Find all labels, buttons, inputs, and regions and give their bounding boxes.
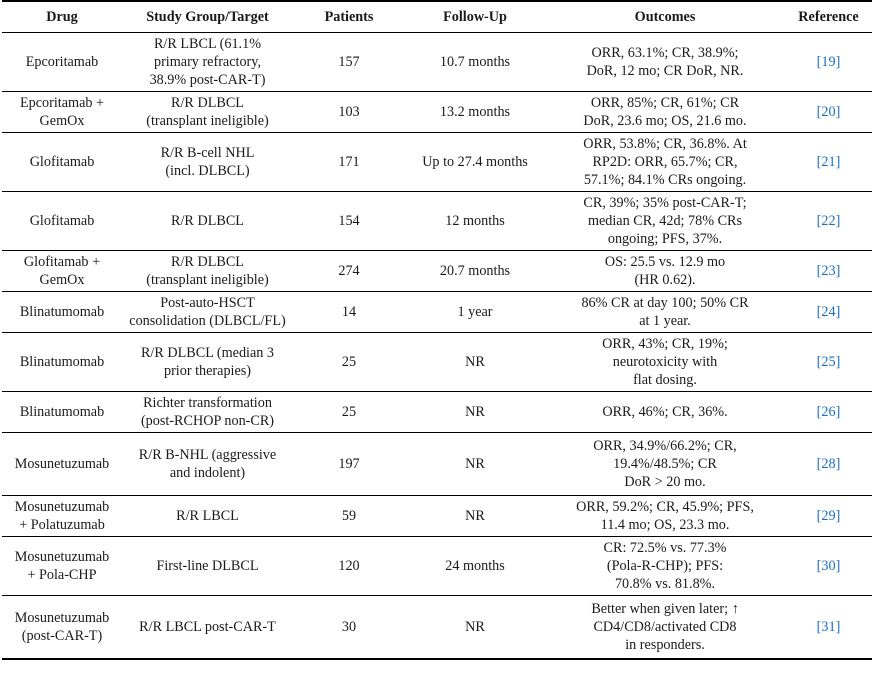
header-outcomes: Outcomes (545, 1, 785, 33)
outcomes-cell-line: ORR, 43%; CR, 19%; (602, 336, 728, 352)
reference-link[interactable]: [24] (816, 304, 841, 320)
header-drug: Drug (2, 1, 122, 33)
reference-cell (785, 496, 872, 537)
outcomes-cell-line: OS: 25.5 vs. 12.9 mo (604, 254, 726, 270)
study-group-cell-line: R/R LBCL (61.1% (153, 36, 262, 52)
drug-cell (2, 433, 122, 496)
drug-cell (2, 596, 122, 660)
study-group-cell-line: Post-auto-HSCT (160, 295, 255, 311)
drug-cell-line: Glofitamab (29, 154, 95, 170)
reference-link[interactable]: [19] (816, 54, 841, 70)
study-group-cell-line: R/R DLBCL (median 3 (140, 345, 275, 361)
study-group-cell-line: (post-RCHOP non-CR) (140, 413, 275, 429)
drug-cell-line: Blinatumomab (19, 304, 105, 320)
study-group-cell-line: R/R DLBCL (171, 95, 244, 111)
drug-cell-line: Glofitamab (29, 213, 95, 229)
study-group-cell-line: First-line DLBCL (156, 558, 259, 574)
outcomes-cell-line: DoR > 20 mo. (624, 474, 706, 490)
reference-link[interactable]: [20] (816, 104, 841, 120)
header-patients: Patients (293, 1, 405, 33)
study-group-cell-line: prior therapies) (163, 363, 252, 379)
header-study-group: Study Group/Target (122, 1, 293, 33)
study-group-cell (122, 596, 293, 660)
drug-cell (2, 333, 122, 392)
reference-link[interactable]: [21] (816, 154, 841, 170)
drug-cell-line: Mosunetuzumab (14, 549, 110, 565)
outcomes-cell (545, 537, 785, 596)
header-follow-up: Follow-Up (405, 1, 545, 33)
outcomes-cell (545, 292, 785, 333)
outcomes-cell-line: Better when given later; ↑ (591, 601, 739, 617)
outcomes-cell-line: flat dosing. (633, 372, 697, 388)
study-group-cell (122, 33, 293, 92)
patients-cell: 154 (293, 192, 405, 251)
follow-up-cell: 10.7 months (405, 33, 545, 92)
reference-cell (785, 333, 872, 392)
table-row (2, 496, 872, 537)
drug-cell-line: (post-CAR-T) (21, 628, 103, 644)
table-body (2, 33, 872, 660)
follow-up-cell: NR (405, 596, 545, 660)
drug-cell (2, 392, 122, 433)
drug-cell-line: GemOx (39, 272, 85, 288)
header-reference: Reference (785, 1, 872, 33)
follow-up-cell: 12 months (405, 192, 545, 251)
reference-link[interactable]: [29] (816, 508, 841, 524)
patients-cell: 197 (293, 433, 405, 496)
drug-cell (2, 92, 122, 133)
follow-up-cell: NR (405, 433, 545, 496)
study-group-cell-line: R/R B-NHL (aggressive (138, 447, 277, 463)
drug-cell-line: + Polatuzumab (19, 517, 105, 533)
follow-up-cell: Up to 27.4 months (405, 133, 545, 192)
drug-cell (2, 192, 122, 251)
drug-cell-line: Blinatumomab (19, 404, 105, 420)
study-group-cell-line: primary refractory, (153, 54, 261, 70)
table-row (2, 33, 872, 92)
study-group-cell-line: and indolent) (169, 465, 246, 481)
outcomes-cell-line: at 1 year. (639, 313, 691, 329)
outcomes-cell-line: ORR, 85%; CR, 61%; CR (590, 95, 740, 111)
outcomes-cell-line: neurotoxicity with (612, 354, 718, 370)
table-header (2, 1, 872, 33)
follow-up-cell: NR (405, 392, 545, 433)
outcomes-cell-line: 11.4 mo; OS, 23.3 mo. (600, 517, 730, 533)
outcomes-cell-line: 19.4%/48.5%; CR (613, 456, 717, 472)
outcomes-cell-line: ORR, 34.9%/66.2%; CR, (593, 438, 737, 454)
outcomes-cell-line: 57.1%; 84.1% CRs ongoing. (583, 172, 747, 188)
reference-cell (785, 433, 872, 496)
study-group-cell-line: R/R B-cell NHL (160, 145, 255, 161)
follow-up-cell: 24 months (405, 537, 545, 596)
study-group-cell-line: R/R DLBCL (171, 254, 244, 270)
outcomes-cell-line: DoR, 12 mo; CR DoR, NR. (586, 63, 744, 79)
reference-cell (785, 537, 872, 596)
study-group-cell-line: consolidation (DLBCL/FL) (129, 313, 286, 329)
reference-cell (785, 33, 872, 92)
reference-link[interactable]: [22] (816, 213, 841, 229)
outcomes-cell-line: ORR, 63.1%; CR, 38.9%; (591, 45, 739, 61)
study-group-cell (122, 537, 293, 596)
drug-cell (2, 33, 122, 92)
outcomes-cell-line: CD4/CD8/activated CD8 (593, 619, 737, 635)
outcomes-cell (545, 433, 785, 496)
drug-cell-line: Mosunetuzumab (14, 456, 110, 472)
outcomes-cell-line: (Pola-R-CHP); PFS: (606, 558, 724, 574)
table-row (2, 596, 872, 660)
outcomes-cell (545, 392, 785, 433)
outcomes-cell (545, 92, 785, 133)
drug-cell (2, 133, 122, 192)
drug-cell-line: GemOx (39, 113, 85, 129)
outcomes-cell-line: ORR, 59.2%; CR, 45.9%; PFS, (576, 499, 754, 515)
table-row (2, 537, 872, 596)
table-row (2, 333, 872, 392)
drug-cell (2, 292, 122, 333)
drug-cell-line: Epcoritamab + (19, 95, 105, 111)
patients-cell: 103 (293, 92, 405, 133)
patients-cell: 171 (293, 133, 405, 192)
reference-cell (785, 251, 872, 292)
study-group-cell (122, 192, 293, 251)
patients-cell: 14 (293, 292, 405, 333)
table-row (2, 433, 872, 496)
patients-cell: 120 (293, 537, 405, 596)
outcomes-cell-line: ORR, 53.8%; CR, 36.8%. At (583, 136, 747, 152)
clinical-trials-table (2, 0, 872, 660)
reference-cell (785, 192, 872, 251)
reference-cell (785, 133, 872, 192)
outcomes-cell-line: median CR, 42d; 78% CRs (587, 213, 743, 229)
study-group-cell-line: (transplant ineligible) (146, 113, 269, 129)
header-row (2, 1, 872, 33)
table-row (2, 133, 872, 192)
table-row (2, 192, 872, 251)
patients-cell: 30 (293, 596, 405, 660)
reference-link[interactable]: [31] (816, 619, 841, 635)
patients-cell: 274 (293, 251, 405, 292)
outcomes-cell (545, 33, 785, 92)
patients-cell: 25 (293, 333, 405, 392)
study-group-cell-line: 38.9% post-CAR-T) (149, 72, 266, 88)
study-group-cell-line: Richter transformation (143, 395, 272, 411)
follow-up-cell: NR (405, 333, 545, 392)
study-group-cell-line: (incl. DLBCL) (165, 163, 250, 179)
drug-cell-line: Epcoritamab (25, 54, 99, 70)
study-group-cell (122, 92, 293, 133)
outcomes-cell-line: ORR, 46%; CR, 36%. (602, 404, 728, 420)
study-group-cell (122, 433, 293, 496)
reference-cell (785, 92, 872, 133)
reference-link[interactable]: [30] (816, 558, 841, 574)
drug-cell-line: Mosunetuzumab (14, 610, 110, 626)
drug-cell (2, 496, 122, 537)
drug-cell-line: Glofitamab + (23, 254, 101, 270)
study-group-cell-line: R/R LBCL (176, 508, 239, 524)
study-group-cell (122, 292, 293, 333)
outcomes-cell (545, 133, 785, 192)
outcomes-cell-line: CR, 39%; 35% post-CAR-T; (583, 195, 747, 211)
outcomes-cell (545, 596, 785, 660)
study-group-cell-line: (transplant ineligible) (146, 272, 269, 288)
reference-cell (785, 292, 872, 333)
outcomes-cell-line: in responders. (625, 637, 705, 653)
follow-up-cell: 20.7 months (405, 251, 545, 292)
drug-cell-line: + Pola-CHP (27, 567, 97, 583)
outcomes-cell (545, 251, 785, 292)
study-group-cell-line: R/R LBCL post-CAR-T (139, 619, 276, 635)
table-row (2, 251, 872, 292)
patients-cell: 157 (293, 33, 405, 92)
reference-link[interactable]: [25] (816, 354, 841, 370)
drug-cell-line: Mosunetuzumab (14, 499, 110, 515)
outcomes-cell-line: CR: 72.5% vs. 77.3% (603, 540, 727, 556)
study-group-cell (122, 392, 293, 433)
follow-up-cell: 13.2 months (405, 92, 545, 133)
follow-up-cell: 1 year (405, 292, 545, 333)
drug-cell (2, 537, 122, 596)
study-group-cell (122, 496, 293, 537)
outcomes-cell-line: RP2D: ORR, 65.7%; CR, (592, 154, 738, 170)
patients-cell: 59 (293, 496, 405, 537)
outcomes-cell-line: (HR 0.62). (634, 272, 696, 288)
drug-cell-line: Blinatumomab (19, 354, 105, 370)
patients-cell: 25 (293, 392, 405, 433)
outcomes-cell-line: 70.8% vs. 81.8%. (614, 576, 716, 592)
study-group-cell (122, 251, 293, 292)
outcomes-cell-line: ongoing; PFS, 37%. (607, 231, 723, 247)
reference-link[interactable]: [23] (816, 263, 841, 279)
outcomes-cell (545, 333, 785, 392)
outcomes-cell-line: 86% CR at day 100; 50% CR (581, 295, 749, 311)
reference-cell (785, 596, 872, 660)
table-row (2, 92, 872, 133)
table-row (2, 292, 872, 333)
table-row (2, 392, 872, 433)
study-group-cell (122, 333, 293, 392)
reference-link[interactable]: [28] (816, 456, 841, 472)
study-group-cell-line: R/R DLBCL (171, 213, 244, 229)
study-group-cell (122, 133, 293, 192)
clinical-trials-table-container (2, 0, 872, 660)
reference-link[interactable]: [26] (816, 404, 841, 420)
follow-up-cell: NR (405, 496, 545, 537)
outcomes-cell (545, 496, 785, 537)
reference-cell (785, 392, 872, 433)
outcomes-cell-line: DoR, 23.6 mo; OS, 21.6 mo. (583, 113, 747, 129)
drug-cell (2, 251, 122, 292)
outcomes-cell (545, 192, 785, 251)
